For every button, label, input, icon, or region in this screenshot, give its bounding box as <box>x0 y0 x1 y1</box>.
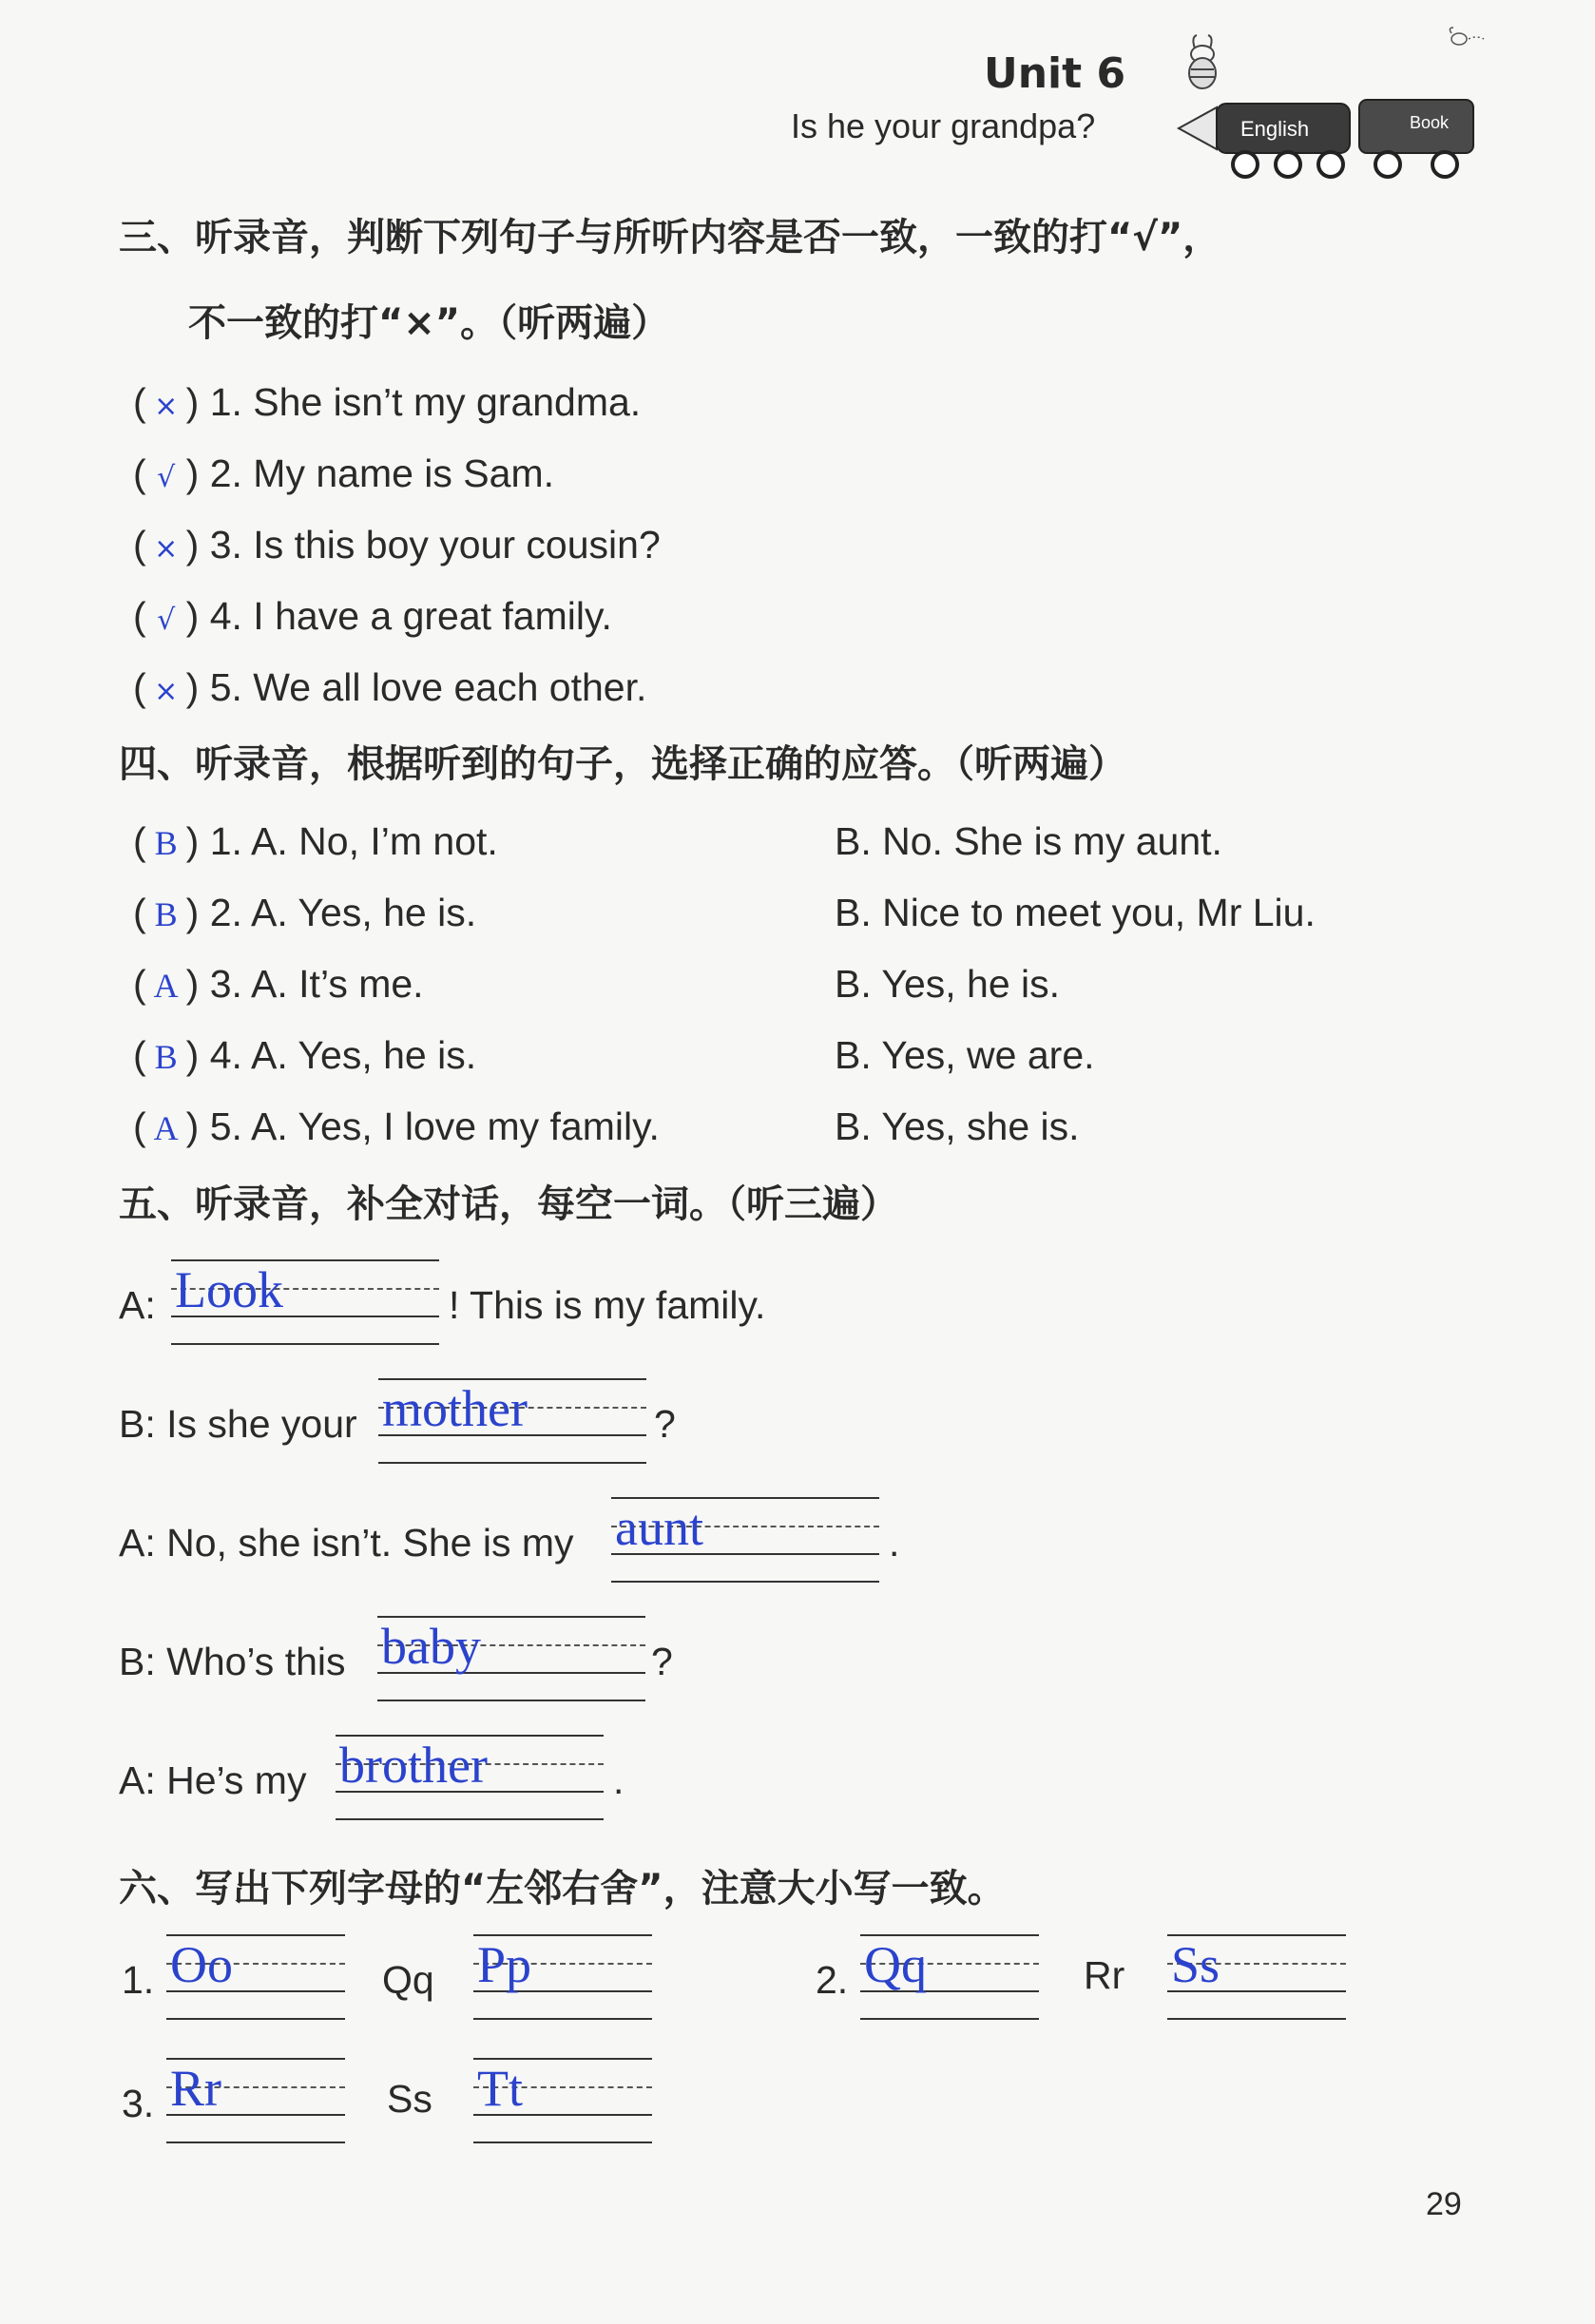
handwritten-answer: Tt <box>477 2060 523 2118</box>
letter-blank-left[interactable] <box>166 2058 345 2143</box>
answer-mark: × <box>154 390 179 423</box>
letter-item-number: 1. <box>122 1958 155 2002</box>
dialog-text: ? <box>651 1640 673 1683</box>
handwritten-answer: Pp <box>477 1936 532 1994</box>
section4-item: ( B ) 4. A. Yes, he is. <box>133 1033 477 1077</box>
letter-blank-left[interactable] <box>860 1934 1039 2020</box>
item-text: 5. We all love each other. <box>209 665 647 709</box>
section5-title: 五、听录音，补全对话，每空一词。（听三遍） <box>119 1182 898 1226</box>
section3-item: ( × ) 1. She isn’t my grandma. <box>133 380 642 424</box>
option-a: 5. A. Yes, I love my family. <box>209 1104 660 1148</box>
letter-item-number: 3. <box>122 2082 155 2125</box>
answer-mark: √ <box>157 604 176 637</box>
dialog-text: A: No, she isn’t. She is my <box>119 1521 574 1565</box>
letter-blank-right[interactable] <box>473 1934 652 2020</box>
dialog-speaker: A: <box>119 1283 156 1327</box>
dialog-blank[interactable] <box>336 1735 604 1820</box>
option-a: 4. A. Yes, he is. <box>209 1033 477 1077</box>
dialog-text: A: He’s my <box>119 1758 307 1802</box>
small-bee-icon <box>1450 28 1484 45</box>
section3-item: ( √ ) 4. I have a great family. <box>133 594 612 638</box>
dialog-text: B: Who’s this <box>119 1640 346 1683</box>
english-book-train-illustration <box>1174 24 1488 181</box>
answer-letter: B <box>154 824 178 862</box>
dialog-blank[interactable] <box>611 1497 879 1583</box>
letter-blank-right[interactable] <box>1167 1934 1346 2020</box>
pencil-car-icon <box>1179 104 1350 177</box>
dialog-text: . <box>613 1758 625 1802</box>
given-letter: Qq <box>382 1958 434 2002</box>
book-car-icon <box>1359 100 1473 177</box>
section6-title: 六、写出下列字母的“左邻右舍”，注意大小写一致。 <box>119 1867 1006 1911</box>
dialog-text: B: Is she your <box>119 1402 357 1446</box>
given-letter: Rr <box>1084 1953 1125 1997</box>
letter-item-number: 2. <box>816 1958 849 2002</box>
given-letter: Ss <box>387 2077 432 2121</box>
handwritten-answer: Ss <box>1171 1936 1220 1994</box>
item-text: 4. I have a great family. <box>209 594 612 638</box>
pencil-label: English <box>1240 117 1310 141</box>
handwritten-answer: Qq <box>864 1936 927 1994</box>
handwritten-answer: mother <box>382 1380 528 1438</box>
unit-subtitle: Is he your grandpa? <box>791 106 1096 145</box>
handwritten-answer: aunt <box>615 1499 703 1557</box>
book-label: Book <box>1410 113 1450 132</box>
option-a: 2. A. Yes, he is. <box>209 891 477 934</box>
section3-title-line2: 不一致的打“×”。（听两遍） <box>188 301 670 345</box>
dialog-text: ! This is my family. <box>449 1283 766 1327</box>
dialog-text: ? <box>654 1402 676 1446</box>
option-a: 3. A. It’s me. <box>209 962 424 1006</box>
option-b: B. No. She is my aunt. <box>835 819 1222 863</box>
handwritten-answer: baby <box>381 1618 481 1676</box>
dialog-blank[interactable] <box>171 1259 439 1345</box>
answer-letter: A <box>153 967 179 1005</box>
answer-letter: B <box>154 895 178 933</box>
section3-title-line1: 三、听录音，判断下列句子与所听内容是否一致，一致的打“√”， <box>119 216 1221 259</box>
section4-item: ( B ) 1. A. No, I’m not. <box>133 819 498 863</box>
option-b: B. Nice to meet you, Mr Liu. <box>835 891 1316 934</box>
item-text: 2. My name is Sam. <box>209 451 554 495</box>
section3-item: ( × ) 3. Is this boy your cousin? <box>133 523 661 567</box>
answer-mark: × <box>154 675 179 708</box>
dialog-text: . <box>889 1521 900 1565</box>
item-text: 1. She isn’t my grandma. <box>209 380 642 424</box>
dialog-blank[interactable] <box>378 1378 646 1464</box>
handwritten-answer: Look <box>175 1261 283 1319</box>
answer-mark: √ <box>157 461 176 494</box>
handwritten-answer: Oo <box>170 1936 233 1994</box>
section3-item: ( × ) 5. We all love each other. <box>133 665 647 709</box>
section4-title: 四、听录音，根据听到的句子，选择正确的应答。（听两遍） <box>119 742 1126 786</box>
section4-item: ( B ) 2. A. Yes, he is. <box>133 891 477 934</box>
handwritten-answer: Rr <box>170 2060 221 2118</box>
answer-letter: B <box>154 1038 178 1076</box>
bee-icon <box>1189 35 1216 88</box>
option-b: B. Yes, he is. <box>835 962 1061 1006</box>
answer-letter: A <box>153 1109 179 1147</box>
page-number: 29 <box>1426 2186 1462 2222</box>
section4-item: ( A ) 3. A. It’s me. <box>133 962 424 1006</box>
letter-blank-right[interactable] <box>473 2058 652 2143</box>
option-a: 1. A. No, I’m not. <box>209 819 498 863</box>
letter-blank-left[interactable] <box>166 1934 345 2020</box>
handwritten-answer: brother <box>339 1737 488 1795</box>
answer-mark: × <box>154 532 179 566</box>
option-b: B. Yes, she is. <box>835 1104 1080 1148</box>
option-b: B. Yes, we are. <box>835 1033 1095 1077</box>
unit-title: Unit 6 <box>984 49 1126 98</box>
dialog-blank[interactable] <box>377 1616 645 1701</box>
item-text: 3. Is this boy your cousin? <box>209 523 661 567</box>
section4-item: ( A ) 5. A. Yes, I love my family. <box>133 1104 660 1148</box>
section3-item: ( √ ) 2. My name is Sam. <box>133 451 554 495</box>
